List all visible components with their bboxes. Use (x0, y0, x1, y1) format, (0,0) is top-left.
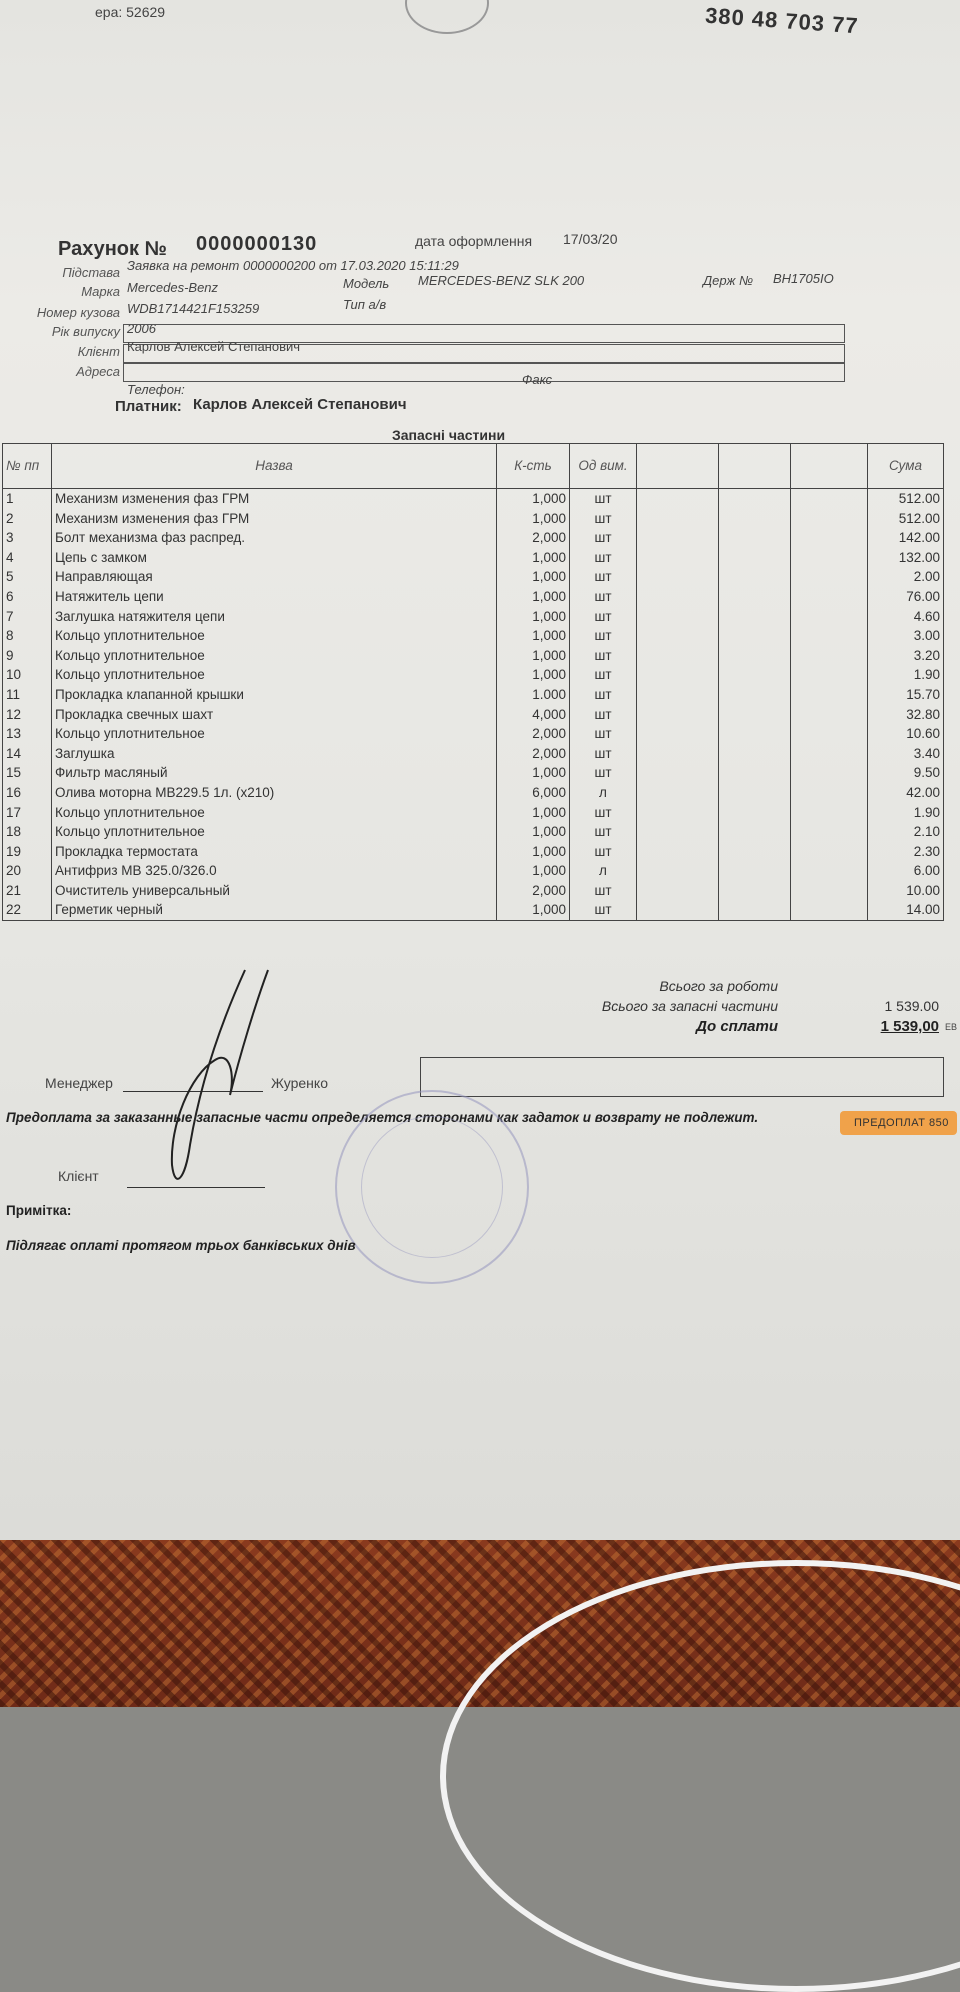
row-sum: 6.00 (868, 861, 944, 881)
row-sum: 2.00 (868, 567, 944, 587)
row-empty (719, 567, 791, 587)
row-no: 15 (3, 763, 52, 783)
type-label: Тип а/в (343, 297, 387, 312)
row-no: 11 (3, 685, 52, 705)
row-no: 22 (3, 900, 52, 920)
parts-table (2, 443, 944, 921)
row-empty (637, 744, 719, 764)
row-sum: 3.20 (868, 646, 944, 666)
row-sum: 512.00 (868, 489, 944, 509)
row-name: Очиститель универсальный (52, 881, 497, 901)
row-empty (637, 705, 719, 725)
table-row (3, 763, 944, 783)
row-no: 6 (3, 587, 52, 607)
row-unit: шт (570, 489, 637, 509)
row-sum: 1.90 (868, 665, 944, 685)
row-qty: 6,000 (497, 783, 570, 803)
row-no: 7 (3, 607, 52, 627)
row-unit: шт (570, 587, 637, 607)
row-empty (791, 842, 868, 862)
table-row (3, 744, 944, 764)
row-qty: 1,000 (497, 822, 570, 842)
row-sum: 76.00 (868, 587, 944, 607)
row-qty: 1,000 (497, 646, 570, 666)
row-empty (791, 509, 868, 529)
parts-table-header (3, 444, 944, 489)
phone-label: Телефон: (127, 382, 185, 397)
row-unit: шт (570, 607, 637, 627)
pay-label: До сплати (696, 1018, 778, 1035)
row-name: Натяжитель цепи (52, 587, 497, 607)
year-value: 2006 (127, 321, 156, 336)
row-name: Прокладка клапанной крышки (52, 685, 497, 705)
row-empty (719, 803, 791, 823)
table-row (3, 881, 944, 901)
row-empty (719, 763, 791, 783)
row-unit: шт (570, 685, 637, 705)
date-label: дата оформлення (415, 233, 533, 249)
row-name: Заглушка натяжителя цепи (52, 607, 497, 627)
row-empty (791, 685, 868, 705)
row-empty (791, 665, 868, 685)
row-empty (791, 724, 868, 744)
invoice-number: 0000000130 (196, 233, 318, 255)
top-number: ера: 52629 (95, 4, 166, 20)
row-no: 21 (3, 881, 52, 901)
plate-value: ВН1705IO (773, 271, 834, 286)
row-qty: 1,000 (497, 803, 570, 823)
row-empty (719, 881, 791, 901)
payment-terms: Підлягає оплаті протягом трьох банківських днів (6, 1238, 356, 1253)
row-name: Болт механизма фаз распред. (52, 528, 497, 548)
row-empty (637, 607, 719, 627)
row-empty (791, 881, 868, 901)
row-empty (719, 587, 791, 607)
row-unit: шт (570, 822, 637, 842)
company-stamp (335, 1090, 529, 1284)
row-name: Кольцо уплотнительное (52, 646, 497, 666)
col-qty-header: К-сть (497, 444, 570, 489)
row-unit: шт (570, 626, 637, 646)
row-empty (637, 783, 719, 803)
table-row (3, 900, 944, 920)
table-row (3, 803, 944, 823)
row-unit: шт (570, 881, 637, 901)
row-sum: 42.00 (868, 783, 944, 803)
row-qty: 2,000 (497, 881, 570, 901)
invoice-title: Рахунок № (58, 238, 167, 260)
vin-value: WDB1714421F153259 (127, 301, 260, 316)
vin-label: Номер кузова (36, 305, 120, 320)
row-sum: 132.00 (868, 548, 944, 568)
row-sum: 10.00 (868, 881, 944, 901)
row-empty (637, 528, 719, 548)
row-empty (791, 705, 868, 725)
row-no: 17 (3, 803, 52, 823)
prepayment-note: Предоплата за заказанные запасные части определяется сторонами как задаток и возврату не подлежит. (6, 1110, 759, 1125)
model-label: Модель (343, 276, 390, 291)
row-empty (791, 528, 868, 548)
row-empty (791, 744, 868, 764)
row-empty (719, 685, 791, 705)
row-empty (637, 626, 719, 646)
row-empty (719, 724, 791, 744)
row-empty (791, 822, 868, 842)
row-name: Антифриз МВ 325.0/326.0 (52, 861, 497, 881)
row-sum: 3.00 (868, 626, 944, 646)
row-no: 14 (3, 744, 52, 764)
row-qty: 2,000 (497, 528, 570, 548)
client-value: Карлов Алексей Степанович (127, 339, 301, 354)
row-unit: л (570, 861, 637, 881)
remark-label: Примітка: (6, 1203, 72, 1218)
row-sum: 2.30 (868, 842, 944, 862)
row-name: Кольцо уплотнительное (52, 822, 497, 842)
row-empty (637, 900, 719, 920)
row-name: Кольцо уплотнительное (52, 626, 497, 646)
row-empty (719, 705, 791, 725)
payer-value: Карлов Алексей Степанович (193, 396, 407, 413)
row-unit: шт (570, 705, 637, 725)
row-no: 10 (3, 665, 52, 685)
manager-label: Менеджер (45, 1075, 113, 1091)
row-name: Фильтр масляный (52, 763, 497, 783)
row-name: Направляющая (52, 567, 497, 587)
table-row (3, 587, 944, 607)
col-name-header: Назва (52, 444, 497, 489)
row-no: 18 (3, 822, 52, 842)
row-empty (719, 900, 791, 920)
row-empty (637, 803, 719, 823)
row-no: 4 (3, 548, 52, 568)
row-no: 3 (3, 528, 52, 548)
row-empty (791, 763, 868, 783)
stamp-box (420, 1057, 944, 1097)
row-empty (791, 607, 868, 627)
row-empty (719, 783, 791, 803)
row-sum: 9.50 (868, 763, 944, 783)
row-unit: шт (570, 724, 637, 744)
row-qty: 1,000 (497, 626, 570, 646)
row-qty: 1,000 (497, 861, 570, 881)
row-no: 12 (3, 705, 52, 725)
client-signature-label: Клієнт (58, 1168, 99, 1184)
row-empty (719, 489, 791, 509)
row-name: Прокладка свечных шахт (52, 705, 497, 725)
row-empty (719, 822, 791, 842)
row-unit: шт (570, 842, 637, 862)
row-qty: 1,000 (497, 665, 570, 685)
row-empty (637, 881, 719, 901)
row-no: 5 (3, 567, 52, 587)
col-empty-2 (719, 444, 791, 489)
row-qty: 1,000 (497, 900, 570, 920)
row-unit: шт (570, 744, 637, 764)
row-sum: 4.60 (868, 607, 944, 627)
table-row (3, 685, 944, 705)
row-sum: 1.90 (868, 803, 944, 823)
row-empty (719, 665, 791, 685)
row-sum: 512.00 (868, 509, 944, 529)
row-unit: шт (570, 803, 637, 823)
row-no: 20 (3, 861, 52, 881)
row-no: 1 (3, 489, 52, 509)
row-name: Кольцо уплотнительное (52, 665, 497, 685)
row-unit: шт (570, 646, 637, 666)
table-row (3, 548, 944, 568)
row-name: Заглушка (52, 744, 497, 764)
parts-total-label: Всього за запасні частини (601, 998, 778, 1014)
year-label: Рік випуску (51, 324, 120, 339)
row-empty (791, 861, 868, 881)
table-row (3, 783, 944, 803)
row-name: Кольцо уплотнительное (52, 724, 497, 744)
row-qty: 1,000 (497, 763, 570, 783)
row-qty: 2,000 (497, 724, 570, 744)
client-signature-line (127, 1186, 265, 1188)
row-empty (791, 567, 868, 587)
table-row (3, 724, 944, 744)
row-empty (637, 646, 719, 666)
row-sum: 2.10 (868, 822, 944, 842)
row-sum: 14.00 (868, 900, 944, 920)
table-row (3, 626, 944, 646)
row-empty (791, 646, 868, 666)
row-unit: шт (570, 763, 637, 783)
handwritten-signature (160, 965, 290, 1195)
row-empty (637, 665, 719, 685)
row-unit: шт (570, 528, 637, 548)
row-qty: 1,000 (497, 607, 570, 627)
table-row (3, 705, 944, 725)
col-unit-header: Од вим. (570, 444, 637, 489)
row-sum: 32.80 (868, 705, 944, 725)
row-qty: 1,000 (497, 587, 570, 607)
col-empty-3 (791, 444, 868, 489)
row-sum: 10.60 (868, 724, 944, 744)
table-row (3, 567, 944, 587)
address-label: Адреса (76, 364, 120, 379)
row-name: Герметик черный (52, 900, 497, 920)
row-empty (719, 842, 791, 862)
row-qty: 2,000 (497, 744, 570, 764)
currency: ЕВ (945, 1022, 958, 1032)
table-row (3, 489, 944, 509)
row-empty (791, 783, 868, 803)
fax-label: Факс (522, 372, 553, 387)
row-empty (791, 489, 868, 509)
row-name: Прокладка термостата (52, 842, 497, 862)
client-label: Клієнт (77, 344, 120, 359)
row-qty: 1,000 (497, 489, 570, 509)
row-no: 2 (3, 509, 52, 529)
row-empty (791, 626, 868, 646)
row-qty: 1,000 (497, 548, 570, 568)
make-value: Mercedes-Benz (127, 280, 219, 295)
row-sum: 3.40 (868, 744, 944, 764)
row-empty (719, 744, 791, 764)
row-empty (719, 646, 791, 666)
payer-label: Платник: (115, 398, 182, 415)
row-no: 9 (3, 646, 52, 666)
col-empty-1 (637, 444, 719, 489)
row-empty (637, 861, 719, 881)
table-row (3, 607, 944, 627)
row-empty (719, 528, 791, 548)
row-unit: шт (570, 548, 637, 568)
model-value: MERCEDES-BENZ SLK 200 (418, 273, 585, 288)
row-empty (637, 548, 719, 568)
row-empty (637, 685, 719, 705)
row-empty (791, 900, 868, 920)
row-name: Цепь с замком (52, 548, 497, 568)
row-empty (637, 822, 719, 842)
row-empty (719, 548, 791, 568)
row-empty (637, 842, 719, 862)
row-qty: 1,000 (497, 509, 570, 529)
prepayment-sticker: ПРЕДОПЛАТ 850 (840, 1111, 957, 1135)
row-no: 16 (3, 783, 52, 803)
col-sum-header: Сума (868, 444, 944, 489)
row-no: 8 (3, 626, 52, 646)
col-no-header: № пп (3, 444, 52, 489)
address-box (123, 363, 845, 382)
table-row (3, 861, 944, 881)
table-row (3, 528, 944, 548)
basis-value: Заявка на ремонт 0000000200 от 17.03.2020 15:11:29 (127, 258, 459, 273)
row-name: Механизм изменения фаз ГРМ (52, 509, 497, 529)
company-stamp-inner (361, 1116, 503, 1258)
table-row (3, 509, 944, 529)
row-empty (719, 509, 791, 529)
row-empty (719, 861, 791, 881)
works-total-label: Всього за роботи (659, 978, 778, 994)
table-row (3, 665, 944, 685)
row-empty (637, 567, 719, 587)
row-empty (637, 724, 719, 744)
row-unit: шт (570, 509, 637, 529)
row-name: Кольцо уплотнительное (52, 803, 497, 823)
row-unit: шт (570, 900, 637, 920)
basis-label: Підстава (62, 265, 120, 280)
row-qty: 1,000 (497, 842, 570, 862)
row-no: 13 (3, 724, 52, 744)
row-empty (719, 607, 791, 627)
row-unit: л (570, 783, 637, 803)
row-empty (637, 509, 719, 529)
row-empty (637, 763, 719, 783)
make-label: Марка (81, 284, 120, 299)
row-empty (637, 587, 719, 607)
parts-section-title: Запасні частини (392, 427, 506, 443)
manager-name: Журенко (271, 1075, 328, 1091)
invoice-date: 17/03/20 (563, 231, 618, 247)
row-empty (791, 803, 868, 823)
row-qty: 1.000 (497, 685, 570, 705)
row-sum: 15.70 (868, 685, 944, 705)
row-empty (791, 548, 868, 568)
table-row (3, 646, 944, 666)
row-qty: 1,000 (497, 567, 570, 587)
pay-value: 1 539,00 (880, 1018, 939, 1035)
row-sum: 142.00 (868, 528, 944, 548)
row-no: 19 (3, 842, 52, 862)
parts-total-value: 1 539.00 (884, 998, 939, 1014)
top-phone: 380 48 703 77 (704, 2, 860, 39)
row-unit: шт (570, 665, 637, 685)
row-empty (791, 587, 868, 607)
row-name: Олива моторна МВ229.5 1л. (x210) (52, 783, 497, 803)
row-empty (637, 489, 719, 509)
row-qty: 4,000 (497, 705, 570, 725)
plate-label: Держ № (703, 273, 754, 288)
row-name: Механизм изменения фаз ГРМ (52, 489, 497, 509)
row-empty (719, 626, 791, 646)
table-row (3, 822, 944, 842)
brand-logo-icon (405, 0, 489, 34)
table-row (3, 842, 944, 862)
row-unit: шт (570, 567, 637, 587)
